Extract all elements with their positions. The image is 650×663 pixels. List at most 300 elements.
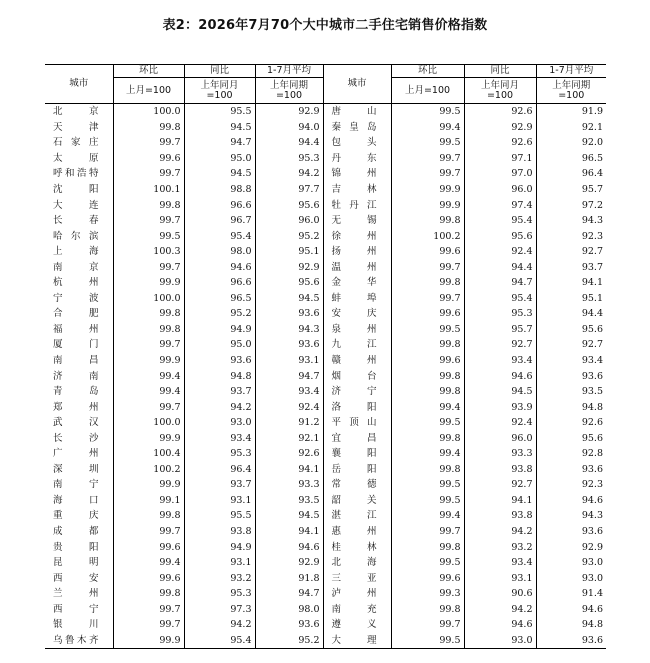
city-cell: 惠州 [323,524,391,540]
mom-cell: 99.7 [113,213,184,229]
city-cell: 宜昌 [323,430,391,446]
city-cell: 扬州 [323,244,391,260]
avg-cell: 94.6 [536,602,606,618]
mom-cell: 100.0 [113,291,184,307]
yoy-cell: 90.6 [464,586,536,602]
city-cell: 襄阳 [323,446,391,462]
mom-cell: 99.9 [113,353,184,369]
mom-cell: 99.1 [113,493,184,509]
mom-cell: 99.4 [391,446,464,462]
yoy-cell: 93.1 [184,493,255,509]
city-cell: 常德 [323,477,391,493]
mom-cell: 100.2 [113,462,184,478]
avg-cell: 95.1 [536,291,606,307]
city-cell: 包头 [323,135,391,151]
avg-cell: 93.4 [536,353,606,369]
avg-cell: 92.0 [536,135,606,151]
yoy-cell: 94.2 [464,602,536,618]
avg-cell: 93.6 [536,524,606,540]
price-index-table [45,64,606,649]
avg-cell: 94.8 [536,617,606,633]
avg-subheader-right: 上年同期 =100 [536,78,606,104]
city-cell: 赣州 [323,353,391,369]
yoy-cell: 92.6 [464,135,536,151]
avg-cell: 93.5 [536,384,606,400]
table-row [45,104,606,120]
mom-cell: 99.7 [391,524,464,540]
yoy-cell: 95.5 [184,104,255,120]
yoy-cell: 97.1 [464,151,536,167]
city-column-header: 城市 [45,65,113,104]
avg-cell: 92.8 [536,446,606,462]
mom-cell: 99.9 [391,197,464,213]
avg-cell: 96.0 [255,213,323,229]
city-cell: 南昌 [53,355,99,367]
yoy-subheader-right: 上年同月 =100 [464,78,536,104]
yoy-cell: 93.8 [184,524,255,540]
mom-subheader: 上月=100 [113,78,184,104]
avg-cell: 93.6 [536,462,606,478]
city-cell: 西安 [53,572,99,584]
mom-cell: 99.9 [113,430,184,446]
avg-cell: 93.6 [255,337,323,353]
mom-cell: 99.6 [391,570,464,586]
mom-cell: 99.8 [391,337,464,353]
avg-cell: 92.6 [536,415,606,431]
table-row [45,120,606,136]
table-row [45,182,606,198]
mom-cell: 99.5 [391,633,464,649]
city-cell: 青岛 [53,386,99,398]
city-cell: 遵义 [323,617,391,633]
city-cell: 兰州 [53,588,99,600]
avg-cell: 93.6 [255,617,323,633]
yoy-cell: 93.1 [464,570,536,586]
table-row [45,493,606,509]
avg-cell: 92.3 [536,228,606,244]
mom-cell: 100.3 [113,244,184,260]
city-cell: 石家庄 [53,137,99,149]
avg-cell: 92.9 [255,104,323,120]
yoy-cell: 95.4 [464,291,536,307]
yoy-cell: 94.4 [464,259,536,275]
city-column-header-right: 城市 [323,65,391,104]
table-row [45,617,606,633]
mom-cell: 99.7 [391,291,464,307]
yoy-subheader: 上年同月 =100 [184,78,255,104]
yoy-cell: 93.7 [184,384,255,400]
avg-cell: 95.2 [255,228,323,244]
mom-cell: 99.7 [391,166,464,182]
city-cell: 九江 [323,337,391,353]
mom-cell: 99.5 [391,322,464,338]
city-cell: 福州 [53,323,99,335]
city-cell: 牡丹江 [323,197,391,213]
yoy-cell: 93.2 [184,570,255,586]
yoy-cell: 92.7 [464,337,536,353]
city-cell: 蚌埠 [323,291,391,307]
mom-cell: 99.5 [391,477,464,493]
mom-cell: 99.9 [113,633,184,649]
city-cell: 徐州 [323,228,391,244]
mom-cell: 99.5 [391,104,464,120]
yoy-cell: 92.9 [464,120,536,136]
avg-cell: 92.9 [255,259,323,275]
city-cell: 湛江 [323,508,391,524]
table-row [45,166,606,182]
city-cell: 安庆 [323,306,391,322]
city-cell: 泸州 [323,586,391,602]
mom-cell: 99.9 [113,477,184,493]
mom-cell: 99.4 [391,508,464,524]
yoy-cell: 93.7 [184,477,255,493]
mom-cell: 99.9 [113,275,184,291]
city-cell: 哈尔滨 [53,230,99,242]
table-row [45,213,606,229]
yoy-cell: 94.2 [184,617,255,633]
yoy-cell: 94.7 [184,135,255,151]
yoy-cell: 93.4 [464,353,536,369]
city-cell: 成都 [53,526,99,538]
avg-cell: 93.0 [536,555,606,571]
mom-cell: 99.5 [391,555,464,571]
avg-cell: 95.6 [255,275,323,291]
table-row [45,384,606,400]
mom-subheader-right: 上月=100 [391,78,464,104]
yoy-cell: 93.2 [464,539,536,555]
yoy-cell: 96.4 [184,462,255,478]
mom-cell: 99.7 [113,617,184,633]
city-cell: 锦州 [323,166,391,182]
avg-cell: 92.3 [536,477,606,493]
avg-cell: 94.1 [536,275,606,291]
table-title: 表2：2026年7月70个大中城市二手住宅销售价格指数 [162,18,488,33]
city-cell: 韶关 [323,493,391,509]
avg-cell: 95.3 [255,151,323,167]
city-cell: 呼和浩特 [53,168,99,180]
yoy-cell: 96.0 [464,182,536,198]
avg-cell: 95.6 [536,322,606,338]
avg-cell: 94.6 [255,539,323,555]
mom-cell: 100.4 [113,446,184,462]
table-row [45,306,606,322]
avg-cell: 94.2 [255,166,323,182]
city-cell: 泉州 [323,322,391,338]
table-row [45,446,606,462]
yoy-cell: 95.3 [184,586,255,602]
yoy-cell: 95.7 [464,322,536,338]
city-cell: 济宁 [323,384,391,400]
yoy-header: 同比 [184,65,255,78]
city-cell: 海口 [53,494,99,506]
avg-cell: 92.1 [536,120,606,136]
yoy-cell: 93.0 [464,633,536,649]
city-cell: 济南 [53,370,99,382]
yoy-cell: 95.0 [184,337,255,353]
city-cell: 厦门 [53,339,99,351]
yoy-cell: 95.4 [184,633,255,649]
mom-cell: 99.3 [391,586,464,602]
table-row [45,228,606,244]
table-row [45,415,606,431]
city-cell: 郑州 [53,401,99,413]
table-header [45,65,606,104]
table-row [45,430,606,446]
mom-header-right: 环比 [391,65,464,78]
mom-cell: 99.8 [391,462,464,478]
avg-cell: 94.7 [255,586,323,602]
table-row [45,291,606,307]
mom-cell: 99.7 [113,166,184,182]
city-cell: 烟台 [323,368,391,384]
avg-cell: 95.1 [255,244,323,260]
yoy-cell: 93.9 [464,399,536,415]
city-cell: 重庆 [53,510,99,522]
yoy-cell: 94.5 [184,166,255,182]
yoy-cell: 95.0 [184,151,255,167]
yoy-cell: 94.2 [464,524,536,540]
city-cell: 金华 [323,275,391,291]
yoy-cell: 95.6 [464,228,536,244]
city-cell: 宁波 [53,292,99,304]
mom-cell: 99.8 [391,213,464,229]
mom-cell: 99.6 [391,244,464,260]
city-cell: 上海 [53,246,99,258]
mom-cell: 99.8 [113,586,184,602]
city-cell: 无锡 [323,213,391,229]
yoy-cell: 97.0 [464,166,536,182]
avg-cell: 94.5 [255,291,323,307]
mom-cell: 100.2 [391,228,464,244]
yoy-cell: 93.4 [464,555,536,571]
avg-cell: 96.4 [536,166,606,182]
yoy-cell: 97.3 [184,602,255,618]
yoy-cell: 98.0 [184,244,255,260]
avg-cell: 94.3 [536,213,606,229]
yoy-cell: 94.5 [184,120,255,136]
mom-cell: 99.7 [391,259,464,275]
avg-cell: 94.3 [255,322,323,338]
mom-cell: 99.7 [391,151,464,167]
table-row [45,586,606,602]
mom-cell: 99.4 [113,384,184,400]
city-cell: 岳阳 [323,462,391,478]
table-row [45,555,606,571]
mom-cell: 99.7 [113,135,184,151]
table-row [45,337,606,353]
mom-cell: 99.8 [391,602,464,618]
avg-cell: 92.9 [536,539,606,555]
avg-cell: 93.6 [255,306,323,322]
avg-cell: 92.7 [536,244,606,260]
yoy-cell: 96.6 [184,197,255,213]
avg-cell: 91.4 [536,586,606,602]
city-cell: 合肥 [53,308,99,320]
yoy-cell: 92.6 [464,104,536,120]
avg-cell: 94.8 [536,399,606,415]
table-row [45,524,606,540]
mom-cell: 99.6 [113,539,184,555]
mom-cell: 99.5 [391,415,464,431]
table-row [45,353,606,369]
yoy-cell: 92.4 [464,244,536,260]
yoy-cell: 95.3 [184,446,255,462]
mom-cell: 99.8 [113,197,184,213]
avg-cell: 94.4 [536,306,606,322]
city-cell: 三亚 [323,570,391,586]
yoy-cell: 96.7 [184,213,255,229]
avg-cell: 91.9 [536,104,606,120]
yoy-cell: 93.4 [184,430,255,446]
avg-cell: 97.2 [536,197,606,213]
city-cell: 乌鲁木齐 [45,633,113,649]
city-cell: 南京 [53,261,99,273]
mom-cell: 99.7 [113,602,184,618]
table-row [45,244,606,260]
table-body [45,104,606,649]
city-cell: 唐山 [323,104,391,120]
city-cell: 武汉 [53,417,99,429]
avg-cell: 94.5 [255,508,323,524]
city-cell: 太原 [53,152,99,164]
city-cell: 吉林 [323,182,391,198]
mom-cell: 99.4 [391,399,464,415]
mom-cell: 99.7 [391,617,464,633]
table-row [45,539,606,555]
mom-cell: 99.8 [391,384,464,400]
avg-cell: 91.8 [255,570,323,586]
yoy-cell: 94.6 [464,617,536,633]
mom-cell: 99.8 [113,508,184,524]
avg-cell: 94.7 [255,368,323,384]
table-row [45,462,606,478]
mom-cell: 99.6 [391,306,464,322]
city-cell: 温州 [323,259,391,275]
mom-header: 环比 [113,65,184,78]
yoy-cell: 96.6 [184,275,255,291]
yoy-cell: 94.7 [464,275,536,291]
mom-cell: 99.9 [391,182,464,198]
avg-cell: 92.6 [255,446,323,462]
city-cell: 长春 [53,215,99,227]
mom-cell: 99.6 [113,151,184,167]
avg-cell: 92.4 [255,399,323,415]
avg-header-right: 1-7月平均 [536,65,606,78]
mom-cell: 99.6 [113,570,184,586]
city-cell: 昆明 [53,557,99,569]
avg-cell: 93.6 [536,368,606,384]
avg-cell: 93.1 [255,353,323,369]
table-row [45,508,606,524]
mom-cell: 99.4 [391,120,464,136]
avg-cell: 93.5 [255,493,323,509]
avg-cell: 94.1 [255,462,323,478]
yoy-cell: 94.9 [184,539,255,555]
avg-cell: 92.9 [255,555,323,571]
avg-cell: 94.1 [255,524,323,540]
city-cell: 南充 [323,602,391,618]
avg-subheader: 上年同期 =100 [255,78,323,104]
city-cell: 北京 [53,106,99,118]
avg-cell: 93.0 [536,570,606,586]
city-cell: 西宁 [53,603,99,615]
avg-cell: 95.7 [536,182,606,198]
city-cell: 桂林 [323,539,391,555]
table-row [45,135,606,151]
city-cell: 沈阳 [53,184,99,195]
yoy-cell: 92.4 [464,415,536,431]
yoy-cell: 94.6 [464,368,536,384]
city-cell: 广州 [53,448,99,460]
mom-cell: 99.8 [391,539,464,555]
city-cell: 北海 [323,555,391,571]
yoy-cell: 95.3 [464,306,536,322]
city-cell: 大连 [53,199,99,211]
avg-cell: 95.2 [255,633,323,649]
yoy-cell: 95.4 [464,213,536,229]
city-cell: 洛阳 [323,399,391,415]
table-row [45,477,606,493]
yoy-cell: 98.8 [184,182,255,198]
city-cell: 秦皇岛 [323,120,391,136]
avg-header: 1-7月平均 [255,65,323,78]
avg-cell: 92.7 [536,337,606,353]
avg-cell: 94.4 [255,135,323,151]
mom-cell: 99.8 [113,306,184,322]
yoy-cell: 92.7 [464,477,536,493]
yoy-cell: 94.2 [184,399,255,415]
mom-cell: 100.0 [113,104,184,120]
mom-cell: 99.5 [391,493,464,509]
mom-cell: 99.8 [113,322,184,338]
city-cell: 杭州 [53,277,99,289]
city-cell: 平顶山 [323,415,391,431]
yoy-cell: 93.0 [184,415,255,431]
city-cell: 贵阳 [53,541,99,553]
avg-cell: 93.3 [255,477,323,493]
avg-cell: 94.0 [255,120,323,136]
city-cell: 南宁 [53,479,99,491]
avg-cell: 94.6 [536,493,606,509]
mom-cell: 99.6 [391,353,464,369]
table-row [45,259,606,275]
table-row [45,633,606,649]
avg-cell: 97.7 [255,182,323,198]
mom-cell: 99.8 [391,430,464,446]
yoy-cell: 93.8 [464,462,536,478]
yoy-cell: 96.5 [184,291,255,307]
yoy-cell: 97.4 [464,197,536,213]
mom-cell: 99.7 [113,399,184,415]
city-cell: 银川 [53,619,99,631]
mom-cell: 99.5 [391,135,464,151]
avg-cell: 98.0 [255,602,323,618]
yoy-cell: 93.1 [184,555,255,571]
avg-cell: 93.4 [255,384,323,400]
table-row [45,399,606,415]
table-row [45,602,606,618]
yoy-cell: 94.1 [464,493,536,509]
table-row [45,275,606,291]
table-row [45,570,606,586]
mom-cell: 99.5 [113,228,184,244]
yoy-cell: 93.6 [184,353,255,369]
mom-cell: 99.4 [113,555,184,571]
mom-cell: 99.8 [391,275,464,291]
mom-cell: 99.4 [113,368,184,384]
mom-cell: 99.8 [113,120,184,136]
avg-cell: 95.6 [536,430,606,446]
